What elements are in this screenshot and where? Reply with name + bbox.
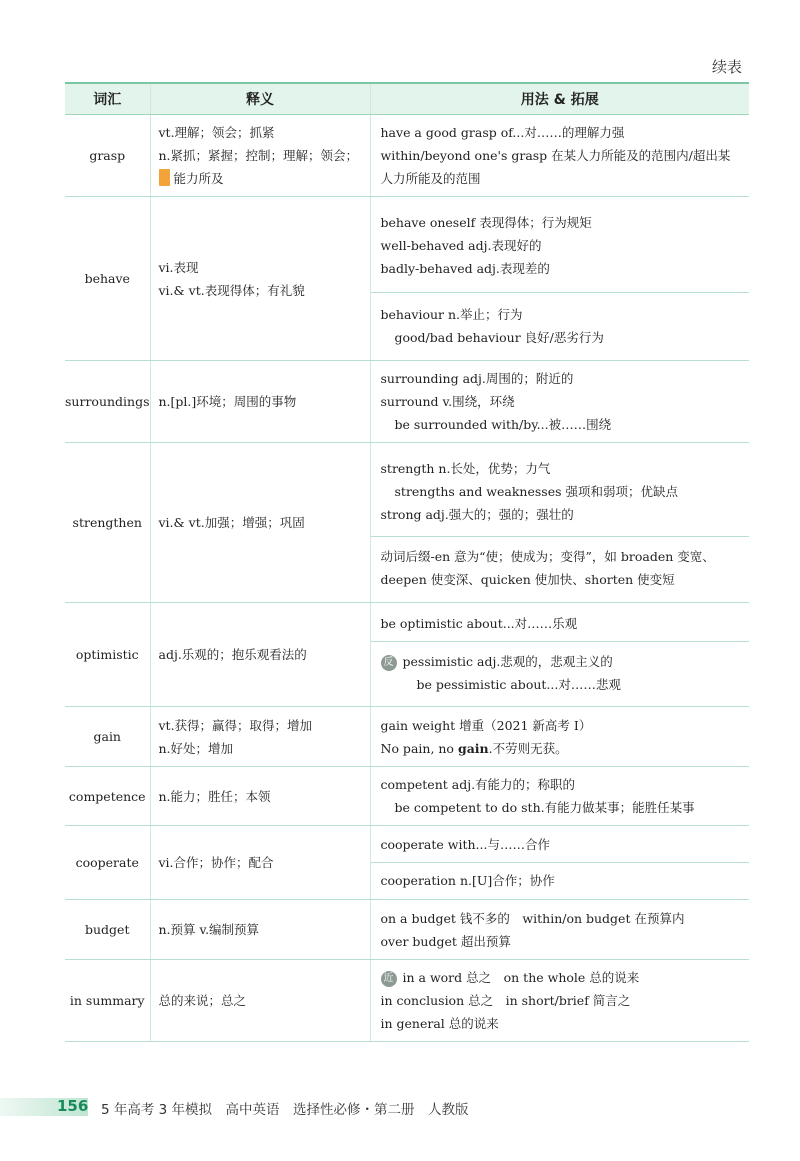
table-row <box>65 115 749 197</box>
meaning-line: vi.& vt.表现得体；有礼貌 <box>158 282 305 298</box>
usage-cell <box>370 115 749 197</box>
word-cell: budget <box>65 900 150 960</box>
usage-line: in general 总的说来 <box>380 1016 499 1031</box>
word-cell: behave <box>65 197 150 361</box>
usage-line: strength n.长处，优势；力气 <box>380 460 551 476</box>
usage-line: well-behaved adj.表现好的 <box>380 237 542 253</box>
usage-block <box>371 767 750 825</box>
meaning-cell <box>150 707 370 767</box>
usage-block <box>371 536 750 599</box>
meaning-line: vt.理解；领会；抓紧 <box>158 125 275 140</box>
usage-line: behave oneself 表现得体；行为规矩 <box>380 214 592 230</box>
word-cell: optimistic <box>65 603 150 707</box>
usage-cell <box>370 960 749 1042</box>
meaning-cell <box>150 767 370 826</box>
usage-line: in conclusion 总之 in short/brief 简言之 <box>380 993 631 1008</box>
tip-tag-icon <box>159 169 170 186</box>
word-cell: in summary <box>65 960 150 1042</box>
header-meaning: 释义 <box>150 83 370 115</box>
usage-line: strong adj.强大的；强的；强壮的 <box>380 506 574 522</box>
word-cell: grasp <box>65 115 150 197</box>
meaning-line: n.好处；增加 <box>158 740 234 756</box>
word-cell: surroundings <box>65 361 150 443</box>
meaning-line: vi.合作；协作；配合 <box>158 855 274 870</box>
meaning-line: vt.获得；赢得；取得；增加 <box>158 717 313 733</box>
usage-line: competent adj.有能力的；称职的 <box>380 777 576 792</box>
usage-cell <box>370 707 749 767</box>
word-cell: competence <box>65 767 150 826</box>
usage-cell <box>370 826 749 900</box>
usage-line: gain weight 增重（2021 新高考 Ⅰ） <box>380 717 592 733</box>
continued-label: 续表 <box>712 58 743 76</box>
usage-block <box>371 901 750 959</box>
table-row <box>65 443 749 603</box>
meaning-line: adj.乐观的；抱乐观看法的 <box>158 647 307 662</box>
meaning-cell <box>150 826 370 900</box>
meaning-line: vi.表现 <box>158 259 199 275</box>
usage-line: badly-behaved adj.表现差的 <box>380 260 550 276</box>
usage-line: 反 pessimistic adj.悲观的，悲观主义的 <box>381 650 740 673</box>
table-header-row <box>65 83 749 115</box>
page-footer <box>0 1097 800 1121</box>
header-word: 词汇 <box>65 83 150 115</box>
table-row <box>65 960 749 1042</box>
table-row <box>65 826 749 900</box>
meaning-cell <box>150 603 370 707</box>
usage-line: be competent to do sth.有能力做某事；能胜任某事 <box>394 800 695 815</box>
word-cell: strengthen <box>65 443 150 603</box>
meaning-line: 总的来说；总之 <box>158 993 247 1008</box>
page-number: 156 <box>57 1097 89 1115</box>
usage-block <box>371 606 750 641</box>
usage-cell <box>370 197 749 361</box>
usage-block <box>371 361 750 442</box>
usage-block <box>371 827 750 862</box>
usage-line: 动词后缀-en 意为“使；使成为；变得”，如 broaden 变宽、deepen 使变深、quicken 使加快、shorten 使变短 <box>380 548 715 587</box>
word-cell: gain <box>65 707 150 767</box>
usage-block <box>371 960 750 1041</box>
book-title: 5 年高考 3 年模拟 高中英语 选择性必修・第二册 人教版 <box>101 1102 469 1118</box>
usage-line: over budget 超出预算 <box>380 933 511 949</box>
usage-line: 近 in a word 总之 on the whole 总的说来 <box>381 966 740 989</box>
meaning-line: n.紧抓；紧握；控制；理解；领会； <box>158 148 359 163</box>
usage-cell <box>370 900 749 960</box>
word-cell: cooperate <box>65 826 150 900</box>
antonym-badge-icon: 反 <box>381 655 397 671</box>
usage-block <box>371 641 750 704</box>
usage-line: be surrounded with/by...被……围绕 <box>394 417 612 432</box>
usage-line: surround v.围绕，环绕 <box>380 394 515 409</box>
meaning-cell <box>150 361 370 443</box>
meaning-cell <box>150 960 370 1042</box>
usage-block <box>371 199 750 292</box>
usage-cell <box>370 443 749 603</box>
table-row <box>65 361 749 443</box>
usage-block <box>371 292 750 359</box>
table-row <box>65 900 749 960</box>
vocab-table <box>65 82 749 1042</box>
usage-line: behaviour n.举止；行为 <box>380 306 523 322</box>
table-row <box>65 197 749 361</box>
meaning-cell <box>150 443 370 603</box>
usage-line: cooperation n.[U]合作；协作 <box>380 873 555 888</box>
usage-line: on a budget 钱不多的 within/on budget 在预算内 <box>380 910 685 926</box>
meaning-cell <box>150 900 370 960</box>
header-usage: 用法 & 拓展 <box>370 83 749 115</box>
usage-line: strengths and weaknesses 强项和弱项；优缺点 <box>394 483 678 499</box>
table-row <box>65 707 749 767</box>
meaning-line: n.[pl.]环境；周围的事物 <box>158 394 297 409</box>
usage-line: No pain, no gain.不劳则无获。 <box>380 740 568 756</box>
meaning-line: n.能力；胜任；本领 <box>158 788 271 804</box>
synonym-badge-icon: 近 <box>381 971 397 987</box>
usage-cell <box>370 603 749 707</box>
meaning-cell <box>150 197 370 361</box>
usage-line: be optimistic about...对……乐观 <box>380 615 578 631</box>
usage-line: within/beyond one's grasp 在某人力所能及的范围内/超出某人力所能及的范围 <box>380 148 731 186</box>
usage-cell <box>370 767 749 826</box>
usage-block <box>371 115 750 196</box>
usage-line: surrounding adj.周围的；附近的 <box>380 371 574 386</box>
table-row <box>65 767 749 826</box>
usage-block <box>371 708 750 766</box>
usage-line: good/bad behaviour 良好/恶劣行为 <box>394 329 604 345</box>
meaning-line: 能力所及 <box>159 167 362 190</box>
usage-line: be pessimistic about...对……悲观 <box>416 676 621 692</box>
bold-keyword: gain <box>457 740 489 756</box>
usage-block <box>371 862 750 898</box>
meaning-line: n.预算 v.编制预算 <box>158 922 260 937</box>
usage-block <box>371 447 750 536</box>
usage-line: have a good grasp of...对……的理解力强 <box>380 125 625 140</box>
usage-cell <box>370 361 749 443</box>
meaning-line: vi.& vt.加强；增强；巩固 <box>158 515 305 530</box>
usage-line: cooperate with...与……合作 <box>380 837 550 852</box>
table-row <box>65 603 749 707</box>
meaning-cell <box>150 115 370 197</box>
